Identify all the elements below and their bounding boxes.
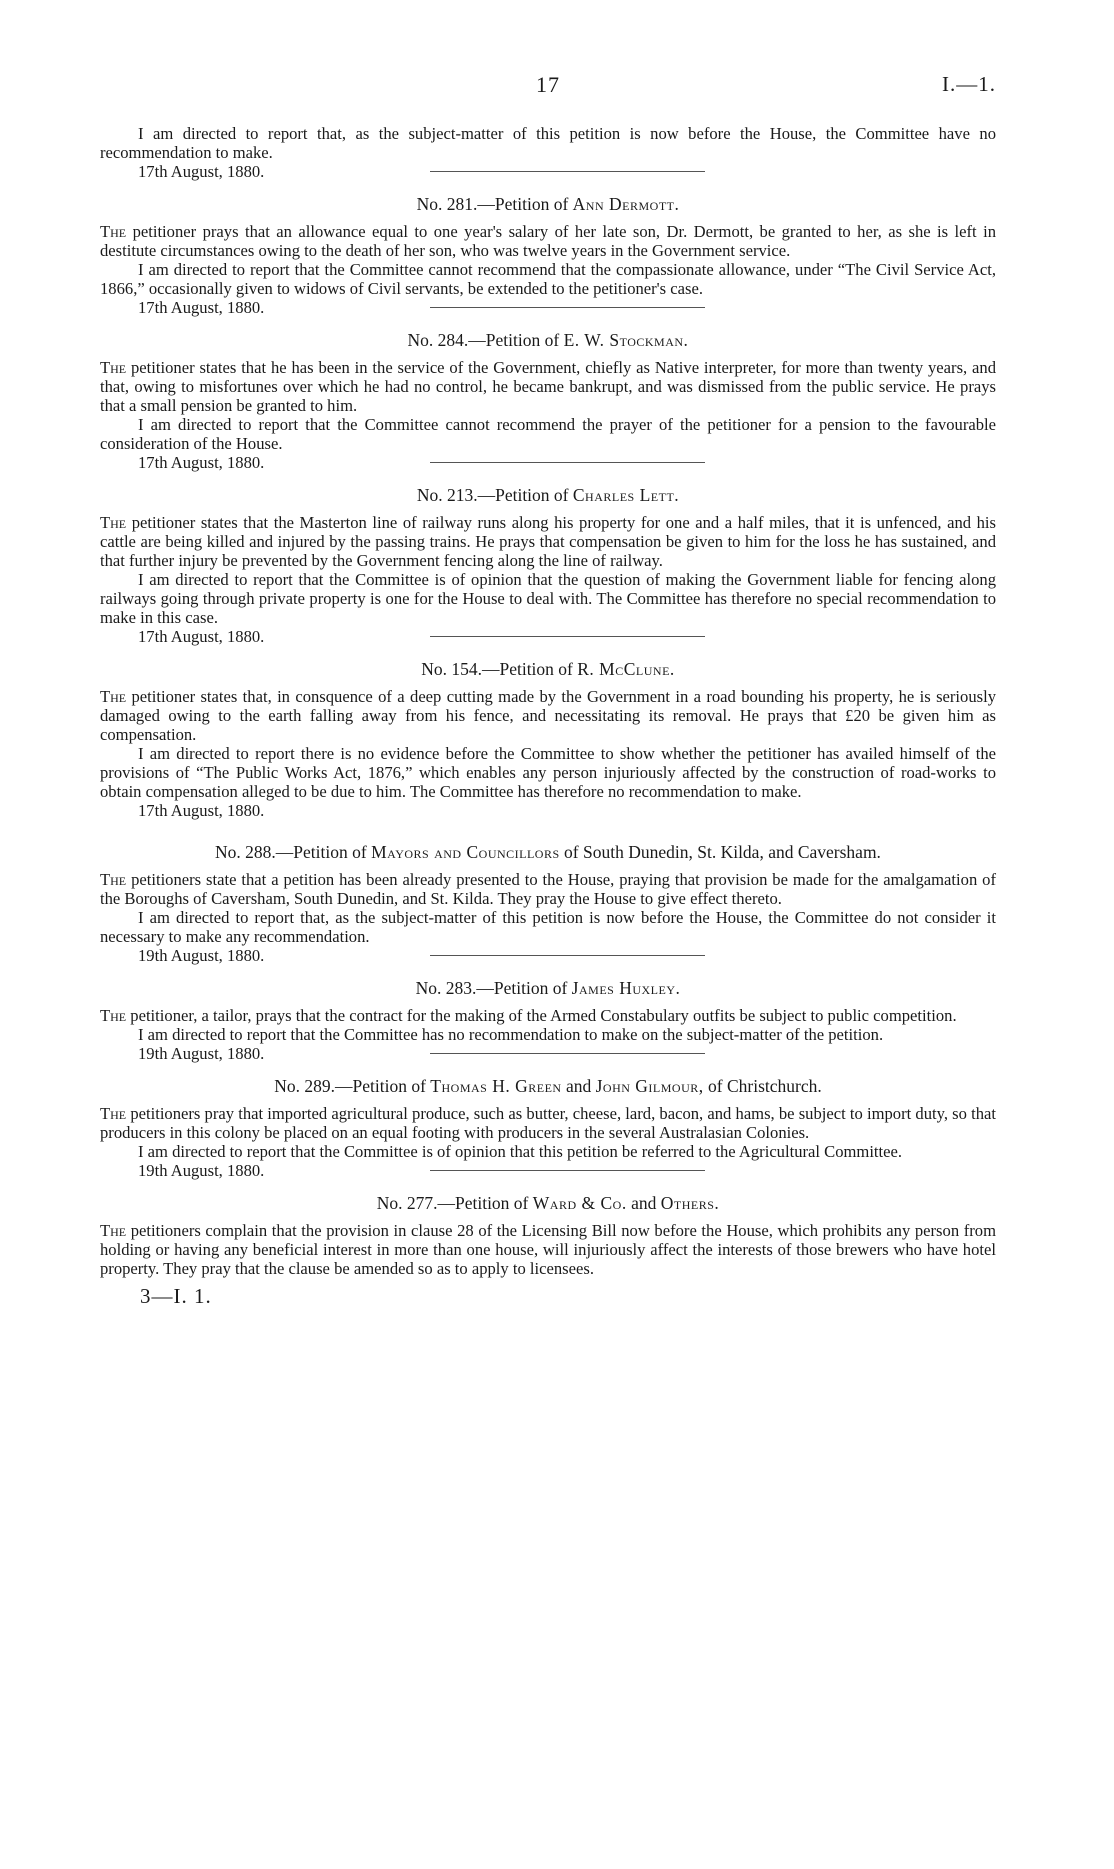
section-divider	[430, 955, 705, 956]
petition-body: The petitioners pray that imported agricultural produce, such as butter, cheese, lard, bacon, and hams, be subject to import duty, so that producers in this colony be placed on an equal footing with producers in the several Australasian Colonies.	[100, 1104, 996, 1142]
petition-date: 19th August, 1880.	[138, 946, 265, 965]
section-divider	[430, 171, 705, 172]
petition-284	[100, 330, 996, 472]
petition-date: 19th August, 1880.	[138, 1161, 265, 1180]
petitioner-name-2: Others.	[660, 1193, 720, 1213]
petition-heading: No. 277.—Petition of Ward & Co. and Others.	[376, 1193, 720, 1213]
petition-date: 17th August, 1880.	[138, 453, 265, 472]
page-header	[100, 72, 996, 102]
intro-report: I am directed to report that, as the subject-matter of this petition is now before the House, the Committee have no recommendation to make.	[100, 124, 996, 162]
petition-body: The petitioners state that a petition has been already presented to the House, praying that provision be made for the amalgamation of the Boroughs of Caversham, South Dunedin, and St. Kilda. They pray the House to give effect thereto.	[100, 870, 996, 908]
petitioner-name: Mayors and Councillors	[371, 842, 560, 862]
petitioner-name: Ward & Co.	[532, 1193, 627, 1213]
petition-date: 17th August, 1880.	[138, 298, 265, 317]
petition-213	[100, 485, 996, 646]
petition-body: The petitioner prays that an allowance equal to one year's salary of her late son, Dr. Dermott, be granted to her, as she is left in destitute circumstances owing to the death of her son, who was twelve years in the Government service.	[100, 222, 996, 260]
petition-heading: No. 284.—Petition of E. W. Stockman.	[407, 330, 689, 350]
petition-date: 17th August, 1880.	[138, 627, 265, 646]
petition-heading: No. 288.—Petition of Mayors and Councillors of South Dunedin, St. Kilda, and Caversham.	[215, 842, 881, 862]
petition-heading: No. 213.—Petition of Charles Lett.	[416, 485, 680, 505]
petition-289	[100, 1076, 996, 1180]
petition-report: I am directed to report that the Committee is of opinion that the question of making the Government liable for fencing along railways going through private property is one for the House to deal with. The Committee has therefore no special recommendation to make in this case.	[100, 570, 996, 627]
petitioner-name: E. W. Stockman.	[563, 330, 689, 350]
page-number: 17	[536, 72, 560, 97]
petition-body: The petitioner states that he has been in the service of the Government, chiefly as Native interpreter, for more than twenty years, and that, owing to misfortunes over which he had no control, he became bankrupt, and was dismissed from the public service. He prays that a small pension be granted to him.	[100, 358, 996, 415]
petition-277	[100, 1193, 996, 1278]
petition-report: I am directed to report that the Committee cannot recommend the prayer of the petitioner for a pension to the favourable consideration of the House.	[100, 415, 996, 453]
petitioner-name: Thomas H. Green	[430, 1076, 562, 1096]
section-divider	[430, 462, 705, 463]
petition-report: I am directed to report there is no evidence before the Committee to show whether the petitioner has availed himself of the provisions of “The Public Works Act, 1876,” which enables any person injuriously affected by the construction of road-works to obtain compensation alleged to be due to him. The Committee has therefore no recommendation to make.	[100, 744, 996, 801]
petition-154	[100, 659, 996, 842]
section-divider	[430, 1170, 705, 1171]
petitioner-name: Ann Dermott.	[572, 194, 680, 214]
petitioner-name: Charles Lett.	[572, 485, 680, 505]
petition-body: The petitioners complain that the provision in clause 28 of the Licensing Bill now before the House, which prohibits any person from holding or having any beneficial interest in more than one house, will injuriously affect the interests of those brewers who have hotel property. They pray that the clause be amended so as to apply to licensees.	[100, 1221, 996, 1278]
petition-body: The petitioner states that, in consquence of a deep cutting made by the Government in a road bounding his property, he is seriously damaged owing to the earth falling away from his fence, and necessitating its removal. He prays that £20 be given him as compensation.	[100, 687, 996, 744]
petition-288	[100, 842, 996, 965]
section-divider	[430, 307, 705, 308]
petition-report: I am directed to report that, as the subject-matter of this petition is now before the House, the Committee do not consider it necessary to make any recommendation.	[100, 908, 996, 946]
intro-section	[100, 124, 996, 181]
petition-heading: No. 154.—Petition of R. McClune.	[421, 659, 675, 679]
petition-date: 17th August, 1880.	[138, 801, 265, 820]
section-divider	[430, 636, 705, 637]
petition-body: The petitioner, a tailor, prays that the contract for the making of the Armed Constabulary outfits be subject to public competition.	[100, 1006, 957, 1025]
petition-report: I am directed to report that the Committee cannot recommend that the compassionate allowance, under “The Civil Service Act, 1866,” occasionally given to widows of Civil servants, be extended to the petitioner's case.	[100, 260, 996, 298]
signature-mark: 3—I. 1.	[140, 1284, 212, 1308]
petition-281	[100, 194, 996, 317]
petitioner-name: James Huxley.	[571, 978, 681, 998]
petitioner-name: R. McClune.	[577, 659, 675, 679]
petition-heading: No. 281.—Petition of Ann Dermott.	[416, 194, 680, 214]
intro-date: 17th August, 1880.	[138, 162, 265, 181]
petition-heading: No. 283.—Petition of James Huxley.	[415, 978, 681, 998]
petition-report: I am directed to report that the Committee has no recommendation to make on the subject-matter of the petition.	[138, 1025, 884, 1044]
petition-body: The petitioner states that the Masterton line of railway runs along his property for one and a half miles, that it is unfenced, and his cattle are being killed and injured by the passing trains. He prays that compensation be given to him for the loss he has sustained, and that further injury be prevented by the Government fencing along the line of railway.	[100, 513, 996, 570]
petitioner-name-2: John Gilmour,	[595, 1076, 704, 1096]
section-divider	[430, 1053, 705, 1054]
petition-heading: No. 289.—Petition of Thomas H. Green and John Gilmour, of Christchurch.	[274, 1076, 822, 1096]
petition-date: 19th August, 1880.	[138, 1044, 265, 1063]
petition-report: I am directed to report that the Committee is of opinion that this petition be referred to the Agricultural Committee.	[138, 1142, 903, 1161]
petition-283	[100, 978, 996, 1063]
document-reference: I.—1.	[942, 72, 996, 96]
